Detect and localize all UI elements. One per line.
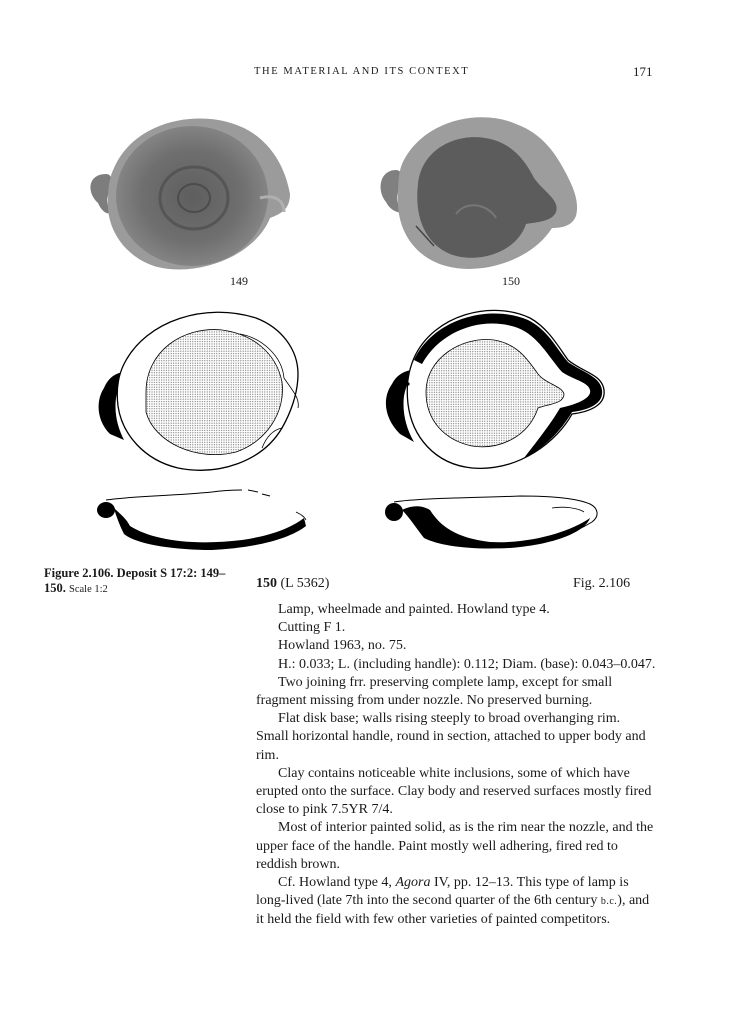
- page-number: 171: [633, 64, 653, 79]
- catalogue-entry-heading: [256, 576, 329, 592]
- entry-paragraph: Two joining frr. preserving complete lamp, except for small fragment missing from under nozzle. No preserved burning.: [256, 674, 613, 709]
- inventory-number: (L 5362): [280, 576, 330, 591]
- drawing-profile-150: [380, 486, 602, 556]
- entry-paragraph: Howland 1963, no. 75.: [278, 638, 407, 654]
- photo-label-149: 149: [230, 274, 248, 288]
- entry-paragraph: Clay contains noticeable white inclusions, some of which have erupted onto the surface. Clay body and reserved surfaces mostly fired close to pink 7.5YR 7/4.: [256, 765, 652, 818]
- photo-lamp-150: [376, 108, 582, 276]
- figure-caption-title: Figure 2.106. Deposit S 17:2: 149–150.: [44, 566, 226, 595]
- running-head: THE MATERIAL AND ITS CONTEXT: [254, 66, 470, 77]
- entry-paragraph: Lamp, wheelmade and painted. Howland type 4.: [278, 602, 550, 617]
- comparanda-text-end: ), and it held the field with few other varieties of painted competitors.: [256, 893, 650, 928]
- photo-label-150: 150: [502, 274, 520, 288]
- comparanda-italic: Agora: [395, 875, 431, 891]
- figure-reference: Fig. 2.106: [573, 576, 631, 591]
- entry-paragraph: Flat disk base; walls rising steeply to broad overhanging rim. Small horizontal handle, round in section, attached to upper body and rim.: [256, 711, 646, 763]
- entry-paragraph: Cutting F 1.: [278, 620, 346, 636]
- entry-paragraph: Most of interior painted solid, as is the rim near the nozzle, and the upper face of the handle. Paint mostly well adhering, fired red to reddish brown.: [256, 820, 654, 872]
- figure-caption: [44, 566, 234, 597]
- entry-paragraph-comparanda: [256, 874, 656, 930]
- comparanda-text-start: Cf. Howland type 4,: [278, 875, 396, 891]
- drawing-profile-149: [92, 486, 314, 556]
- catalogue-entry-body: [256, 601, 656, 930]
- comparanda-text-mid: IV, pp. 12–13. This type of lamp is long-lived (late 7th into the second quarter of the 6th century: [256, 875, 629, 909]
- drawing-top-150: [378, 300, 608, 480]
- figure-caption-scale: Scale 1:2: [69, 584, 108, 595]
- entry-paragraph: H.: 0.033; L. (including handle): 0.112; Diam. (base): 0.043–0.047.: [278, 656, 656, 672]
- catalogue-number: 150: [256, 576, 277, 591]
- photo-lamp-149: [84, 108, 294, 276]
- drawing-top-149: [86, 302, 312, 482]
- comparanda-small-caps: b.c.: [600, 896, 618, 908]
